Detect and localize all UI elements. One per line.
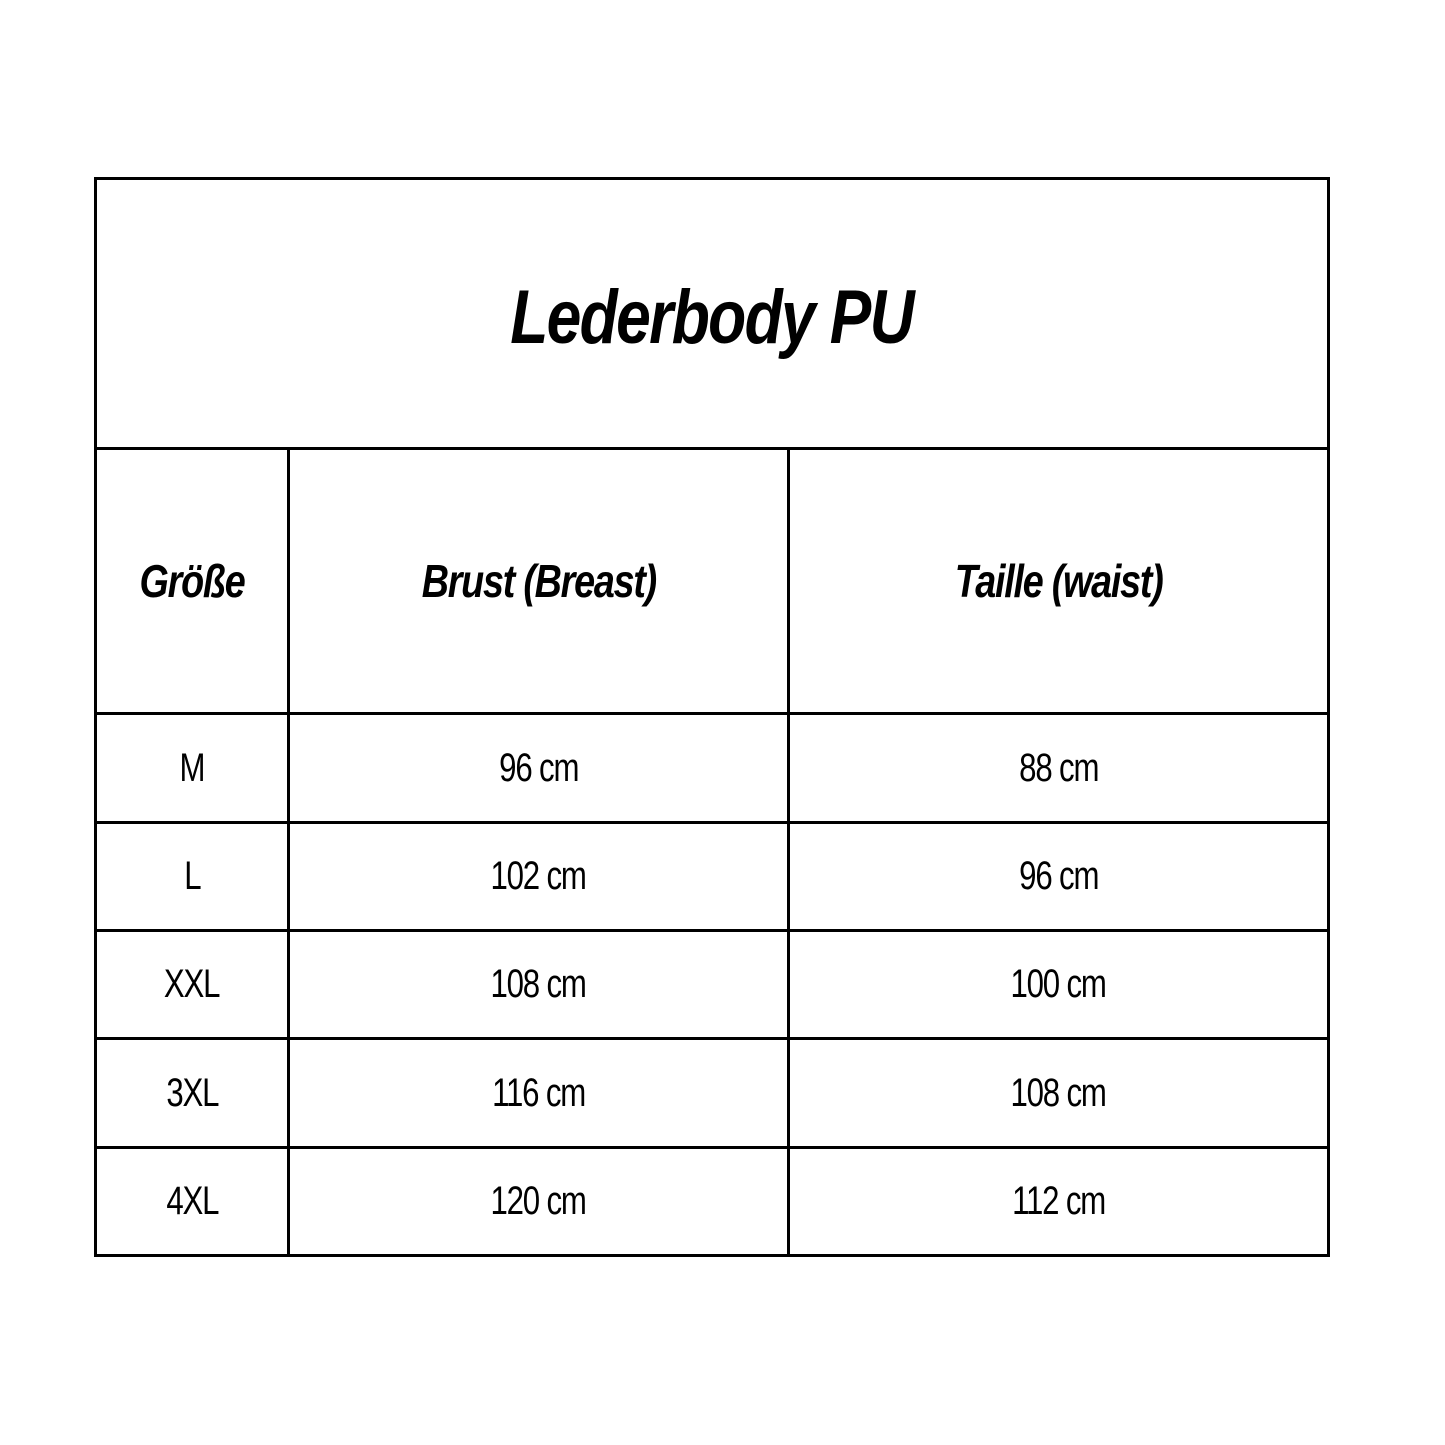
waist-value: 96 cm <box>1018 853 1099 898</box>
header-breast-label: Brust (Breast) <box>421 555 656 608</box>
breast-value: 116 cm <box>492 1070 585 1115</box>
waist-value: 88 cm <box>1018 745 1099 790</box>
size-chart-table <box>94 177 1330 1257</box>
breast-cell <box>289 1039 789 1147</box>
size-cell <box>96 714 289 822</box>
size-cell <box>96 1039 289 1147</box>
waist-value: 100 cm <box>1010 962 1107 1007</box>
size-cell <box>96 822 289 930</box>
size-value: 4XL <box>165 1178 218 1223</box>
waist-value: 112 cm <box>1012 1178 1105 1223</box>
size-value: XXL <box>164 962 220 1007</box>
waist-cell <box>789 1147 1329 1255</box>
breast-cell <box>289 822 789 930</box>
breast-cell <box>289 714 789 822</box>
breast-cell <box>289 1147 789 1255</box>
size-value: M <box>179 745 205 790</box>
waist-cell <box>789 822 1329 930</box>
waist-value: 108 cm <box>1010 1070 1107 1115</box>
header-size-label: Größe <box>139 555 245 608</box>
waist-cell <box>789 931 1329 1039</box>
size-value: L <box>183 853 201 898</box>
breast-cell <box>289 931 789 1039</box>
header-waist <box>789 448 1329 714</box>
header-waist-label: Taille (waist) <box>954 555 1163 608</box>
title-cell <box>96 179 1329 449</box>
header-size <box>96 448 289 714</box>
header-row <box>96 448 1329 714</box>
size-cell <box>96 1147 289 1255</box>
table-title: Lederbody PU <box>510 274 914 360</box>
waist-cell <box>789 1039 1329 1147</box>
waist-cell <box>789 714 1329 822</box>
header-breast <box>289 448 789 714</box>
table-row <box>96 931 1329 1039</box>
size-cell <box>96 931 289 1039</box>
table-row <box>96 714 1329 822</box>
breast-value: 102 cm <box>490 853 587 898</box>
breast-value: 108 cm <box>490 962 587 1007</box>
table-row <box>96 1039 1329 1147</box>
breast-value: 96 cm <box>498 745 579 790</box>
title-row <box>96 179 1329 449</box>
table-row <box>96 822 1329 930</box>
size-value: 3XL <box>165 1070 218 1115</box>
breast-value: 120 cm <box>490 1178 587 1223</box>
table-row <box>96 1147 1329 1255</box>
